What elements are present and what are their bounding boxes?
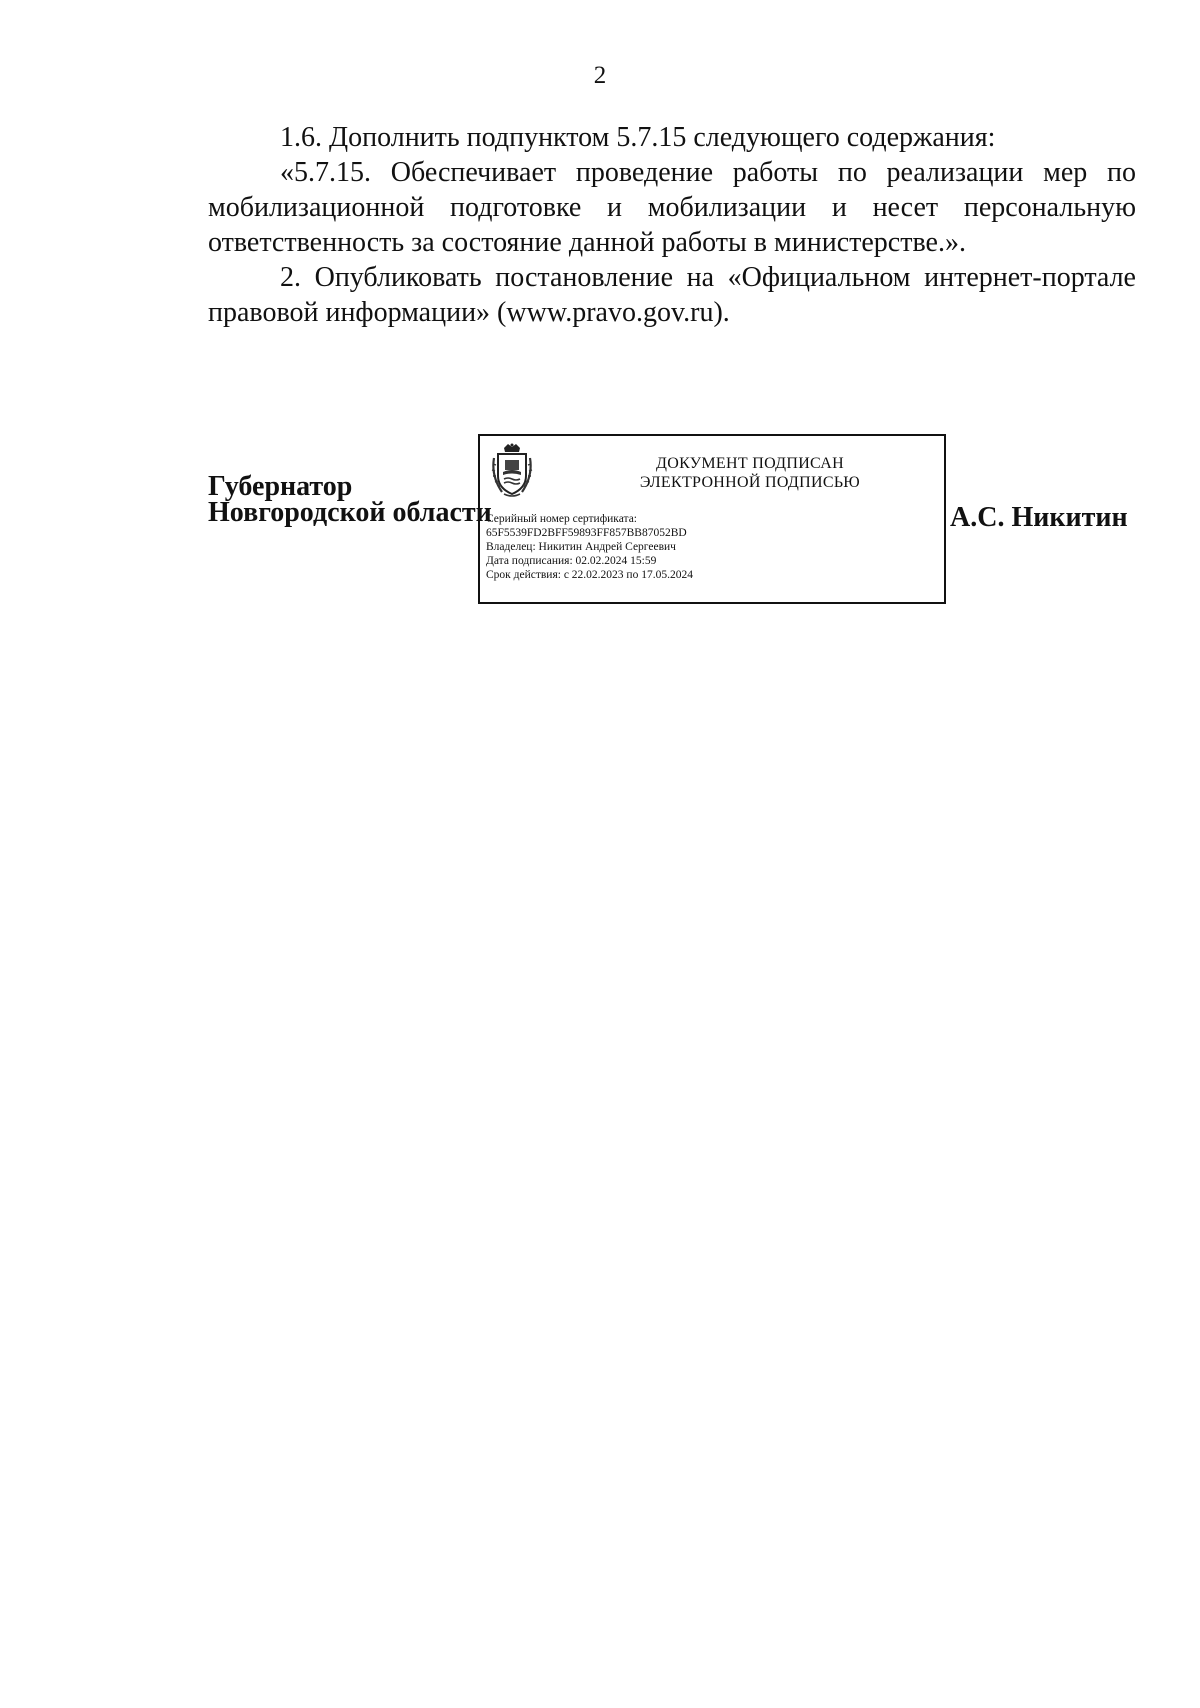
paragraph: «5.7.15. Обеспечивает проведение работы по реализации мер по мобилизационной подготовке и мобилизации и несет персональную ответственность за состояние данной работы в министерстве.». (208, 157, 1136, 258)
coat-of-arms-icon (490, 442, 534, 498)
signed-date: Дата подписания: 02.02.2024 15:59 (486, 555, 657, 567)
certificate-label: Серийный номер сертификата: (486, 513, 637, 525)
stamp-details (486, 512, 936, 582)
signer-title (208, 471, 492, 528)
paragraph: 2. Опубликовать постановление на «Официальном интернет-портале правовой информации» (www.pravo.gov.ru). (208, 262, 1136, 328)
certificate-validity: Срок действия: с 22.02.2023 по 17.05.2024 (486, 569, 693, 581)
signer-title-line: Губернатор (208, 471, 353, 502)
document-body (208, 120, 1136, 330)
stamp-header (560, 454, 940, 492)
certificate-serial: 65F5539FD2BFF59893FF857BB87052BD (486, 527, 687, 539)
certificate-owner: Владелец: Никитин Андрей Сергеевич (486, 541, 676, 553)
stamp-header-line: ЭЛЕКТРОННОЙ ПОДПИСЬЮ (639, 474, 861, 491)
signer-name: А.С. Никитин (950, 502, 1128, 533)
signer-title-line: Новгородской области (208, 497, 492, 528)
stamp-header-line: ДОКУМЕНТ ПОДПИСАН (656, 455, 844, 472)
page-number: 2 (593, 62, 607, 89)
electronic-signature-stamp (478, 434, 946, 604)
paragraph: 1.6. Дополнить подпунктом 5.7.15 следующего содержания: (280, 122, 996, 153)
